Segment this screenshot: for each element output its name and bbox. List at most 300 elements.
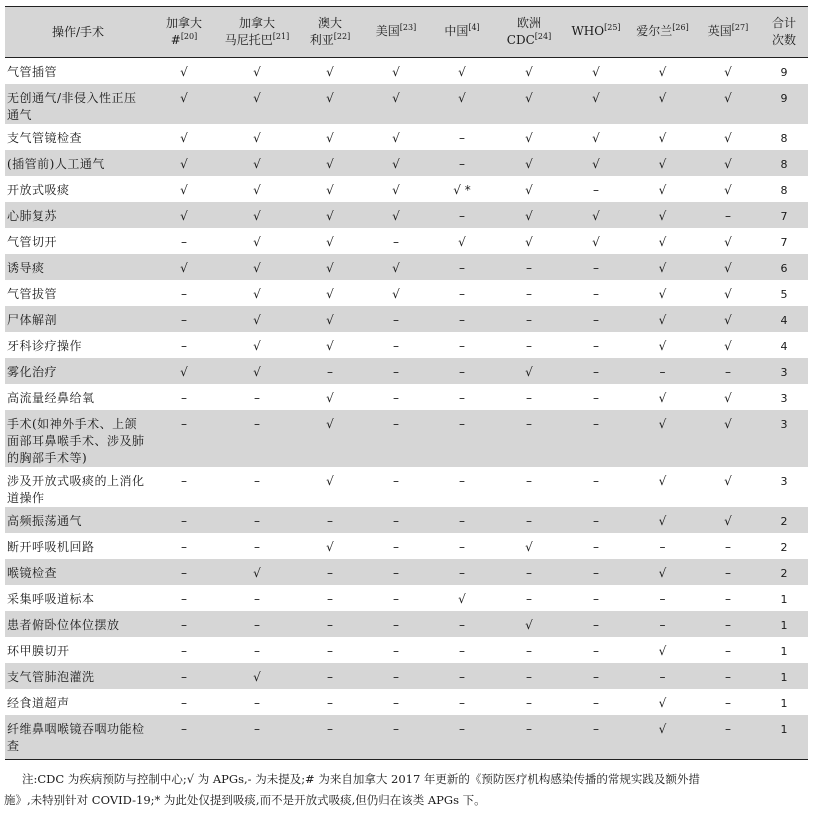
mark-cell: √ xyxy=(658,65,667,79)
table-row xyxy=(5,124,808,150)
mark-cell: √ xyxy=(658,474,667,488)
column-header-source xyxy=(563,7,629,58)
mark-cell: – xyxy=(725,566,731,580)
table-row xyxy=(5,533,808,559)
total-cell: 8 xyxy=(780,158,788,171)
operation-cell: 开放式吸痰 xyxy=(7,183,70,197)
operation-cell: 支气管镜检查 xyxy=(7,131,83,145)
mark-cell: – xyxy=(393,618,399,632)
mark-cell: √ xyxy=(392,91,400,105)
mark-cell: √ xyxy=(392,65,400,79)
mark-cell: – xyxy=(181,514,187,528)
mark-cell: √ xyxy=(253,65,261,79)
mark-cell: √ xyxy=(724,65,732,79)
mark-cell: – xyxy=(526,670,532,684)
mark-cell: – xyxy=(526,474,532,488)
mark-cell: – xyxy=(393,235,399,249)
header-label: WHO xyxy=(571,24,605,38)
mark-cell: √ xyxy=(658,131,667,145)
mark-cell: √ xyxy=(525,183,533,197)
mark-cell: – xyxy=(181,417,187,431)
total-cell: 2 xyxy=(780,567,788,580)
mark-cell: √ xyxy=(658,644,667,658)
mark-cell: – xyxy=(459,670,465,684)
mark-cell: √ xyxy=(253,365,261,379)
table-row xyxy=(5,384,808,410)
operation-cell: 气管切开 xyxy=(7,235,58,249)
aerosol-procedures-table xyxy=(5,6,808,760)
table-row xyxy=(5,254,808,280)
mark-cell: – xyxy=(151,715,217,760)
mark-cell: – xyxy=(593,261,599,275)
table-row xyxy=(5,332,808,358)
header-reference: [22] xyxy=(333,31,351,41)
mark-cell: – xyxy=(459,157,465,171)
mark-cell: √ xyxy=(724,261,732,275)
mark-cell: √ xyxy=(658,696,667,710)
mark-cell: – xyxy=(254,474,260,488)
table-header-row xyxy=(5,7,808,58)
mark-cell: √ xyxy=(326,313,334,327)
mark-cell: – xyxy=(327,696,333,710)
mark-cell: √ xyxy=(724,287,732,301)
total-cell: 3 xyxy=(780,418,788,431)
mark-cell: √ xyxy=(392,131,400,145)
mark-cell: – xyxy=(526,313,532,327)
operation-cell: 气管插管 xyxy=(7,65,58,79)
mark-cell: – xyxy=(181,644,187,658)
mark-cell: – xyxy=(593,514,599,528)
column-header-source xyxy=(363,7,429,58)
mark-cell: – xyxy=(526,417,532,431)
mark-cell: – xyxy=(459,696,465,710)
header-label: 英国 xyxy=(707,24,732,38)
mark-cell: – xyxy=(181,391,187,405)
mark-cell: – xyxy=(696,715,760,760)
mark-cell: √ xyxy=(180,209,188,223)
mark-cell: – xyxy=(725,209,731,223)
header-label-line2: # xyxy=(170,32,181,47)
operation-cell: 心肺复苏 xyxy=(7,209,58,223)
operation-cell: (插管前)人工通气 xyxy=(7,157,105,171)
mark-cell: √ xyxy=(326,209,334,223)
mark-cell: √ xyxy=(658,514,667,528)
mark-cell: √ xyxy=(724,157,732,171)
mark-cell: – xyxy=(254,391,260,405)
mark-cell: √ xyxy=(525,540,533,554)
mark-cell: √ xyxy=(326,287,334,301)
mark-cell: – xyxy=(526,261,532,275)
total-cell: 2 xyxy=(780,541,788,554)
mark-cell: – xyxy=(393,339,399,353)
mark-cell: √ xyxy=(458,235,466,249)
total-cell: 8 xyxy=(780,184,788,197)
mark-cell: – xyxy=(393,566,399,580)
mark-cell: √ xyxy=(326,91,334,105)
column-header-source xyxy=(297,7,363,58)
mark-cell: – xyxy=(217,715,297,760)
header-label: 加拿大 xyxy=(165,15,202,30)
mark-cell: – xyxy=(254,644,260,658)
total-cell: 7 xyxy=(780,210,788,223)
header-reference: [27] xyxy=(731,23,749,32)
mark-cell: – xyxy=(459,365,465,379)
mark-cell: – xyxy=(459,644,465,658)
mark-cell: √ xyxy=(180,157,188,171)
table-row xyxy=(5,507,808,533)
mark-cell: √ xyxy=(326,261,334,275)
mark-cell: – xyxy=(459,540,465,554)
mark-cell: √ xyxy=(326,339,334,353)
mark-cell: √ xyxy=(658,287,667,301)
table-row xyxy=(5,611,808,637)
mark-cell: – xyxy=(659,365,666,379)
mark-cell: – xyxy=(181,474,187,488)
mark-cell: – xyxy=(254,514,260,528)
mark-cell: – xyxy=(593,566,599,580)
mark-cell: √ xyxy=(458,91,466,105)
mark-cell: – xyxy=(181,696,187,710)
column-header-operation xyxy=(5,7,151,58)
mark-cell: √ xyxy=(180,91,188,105)
table-row xyxy=(5,176,808,202)
mark-cell: √ xyxy=(724,235,732,249)
mark-cell: – xyxy=(526,339,532,353)
total-cell: 5 xyxy=(780,288,788,301)
table-row xyxy=(5,410,808,467)
total-cell: 3 xyxy=(780,475,788,488)
total-cell: 9 xyxy=(780,66,788,79)
operation-cell: 高流量经鼻给氧 xyxy=(7,391,95,405)
header-label: 欧洲 xyxy=(516,15,541,30)
header-reference: [21] xyxy=(272,31,290,41)
mark-cell: √ xyxy=(253,131,261,145)
mark-cell: – xyxy=(659,618,666,632)
total-cell: 1 xyxy=(780,697,788,710)
mark-cell: – xyxy=(254,696,260,710)
mark-cell: – xyxy=(327,566,333,580)
mark-cell: √ xyxy=(658,391,667,405)
operation-cell: 纤维鼻咽喉镜吞咽功能检查 xyxy=(5,715,151,760)
mark-cell: √ xyxy=(592,91,600,105)
header-label-line2: CDC xyxy=(506,32,535,47)
mark-cell: √ * xyxy=(453,183,471,197)
mark-cell: √ xyxy=(253,670,261,684)
header-label: 爱尔兰 xyxy=(636,24,673,38)
mark-cell: – xyxy=(393,313,399,327)
mark-cell: √ xyxy=(326,65,334,79)
mark-cell: – xyxy=(459,474,465,488)
mark-cell: √ xyxy=(724,91,732,105)
mark-cell: – xyxy=(459,339,465,353)
header-reference: [20] xyxy=(180,31,198,41)
operation-cell: 喉镜检查 xyxy=(7,566,58,580)
table-row xyxy=(5,228,808,254)
total-cell: 1 xyxy=(780,645,788,658)
table-row xyxy=(5,637,808,663)
total-cell: 4 xyxy=(780,314,788,327)
mark-cell: – xyxy=(181,313,187,327)
header-reference: [25] xyxy=(604,23,621,32)
mark-cell: √ xyxy=(724,417,732,431)
mark-cell: √ xyxy=(658,157,667,171)
operation-cell: 支气管肺泡灌洗 xyxy=(7,670,95,684)
header-label: 澳大 xyxy=(317,15,342,30)
operation-cell: 无创通气/非侵入性正压通气 xyxy=(7,91,137,122)
mark-cell: √ xyxy=(180,131,188,145)
mark-cell: – xyxy=(563,715,629,760)
header-label: 加拿大 xyxy=(238,15,275,30)
mark-cell: – xyxy=(593,540,599,554)
mark-cell: – xyxy=(254,417,260,431)
mark-cell: – xyxy=(181,566,187,580)
mark-cell: – xyxy=(659,540,666,554)
mark-cell: – xyxy=(593,391,599,405)
mark-cell: – xyxy=(363,715,429,760)
mark-cell: – xyxy=(459,566,465,580)
mark-cell: – xyxy=(593,313,599,327)
mark-cell: √ xyxy=(724,183,732,197)
mark-cell: √ xyxy=(525,91,533,105)
mark-cell: √ xyxy=(658,417,667,431)
mark-cell: – xyxy=(526,696,532,710)
mark-cell: – xyxy=(593,592,599,606)
header-reference: [23] xyxy=(399,23,417,32)
mark-cell: – xyxy=(459,131,465,145)
mark-cell: – xyxy=(393,644,399,658)
total-cell: 9 xyxy=(780,92,788,105)
mark-cell: – xyxy=(327,670,333,684)
mark-cell: √ xyxy=(525,65,533,79)
mark-cell: √ xyxy=(525,365,533,379)
mark-cell: √ xyxy=(658,313,667,327)
mark-cell: √ xyxy=(392,157,400,171)
mark-cell: √ xyxy=(592,157,600,171)
mark-cell: – xyxy=(593,644,599,658)
mark-cell: – xyxy=(181,339,187,353)
operation-cell: 雾化治疗 xyxy=(7,365,58,379)
mark-cell: – xyxy=(181,287,187,301)
mark-cell: √ xyxy=(253,313,261,327)
mark-cell: √ xyxy=(180,183,188,197)
mark-cell: – xyxy=(393,474,399,488)
mark-cell: – xyxy=(181,592,187,606)
total-cell: 8 xyxy=(780,132,788,145)
mark-cell: – xyxy=(593,287,599,301)
mark-cell: √ xyxy=(326,131,334,145)
mark-cell: √ xyxy=(458,65,466,79)
mark-cell: √ xyxy=(326,235,334,249)
mark-cell: – xyxy=(725,365,731,379)
mark-cell: √ xyxy=(658,209,667,223)
mark-cell: – xyxy=(181,618,187,632)
mark-cell: √ xyxy=(592,65,600,79)
mark-cell: – xyxy=(526,287,532,301)
mark-cell: – xyxy=(593,339,599,353)
header-label: 中国 xyxy=(444,24,469,38)
mark-cell: √ xyxy=(724,391,732,405)
mark-cell: – xyxy=(254,618,260,632)
mark-cell: – xyxy=(526,644,532,658)
column-header-source xyxy=(429,7,495,58)
mark-cell: √ xyxy=(253,183,261,197)
mark-cell: √ xyxy=(629,715,696,760)
operation-cell: 采集呼吸道标本 xyxy=(7,592,95,606)
operation-cell: 诱导痰 xyxy=(7,261,45,275)
mark-cell: – xyxy=(593,365,599,379)
mark-cell: √ xyxy=(392,287,400,301)
mark-cell: √ xyxy=(253,157,261,171)
mark-cell: √ xyxy=(658,261,667,275)
mark-cell: – xyxy=(725,670,731,684)
mark-cell: √ xyxy=(326,540,334,554)
footnote-line-2: 施》,未特别针对 COVID-19;* 为此处仅提到吸痰,而不是开放式吸痰,但仍归在该类 APGs 下。 xyxy=(4,793,486,807)
mark-cell: – xyxy=(393,514,399,528)
header-label-line2: 利亚 xyxy=(309,32,334,47)
table-row xyxy=(5,559,808,585)
table-row xyxy=(5,689,808,715)
mark-cell: – xyxy=(725,618,731,632)
operation-cell: 经食道超声 xyxy=(7,696,70,710)
mark-cell: √ xyxy=(724,131,732,145)
table-row xyxy=(5,202,808,228)
mark-cell: – xyxy=(459,313,465,327)
mark-cell: √ xyxy=(180,365,188,379)
mark-cell: – xyxy=(393,391,399,405)
mark-cell: √ xyxy=(724,313,732,327)
total-cell: 2 xyxy=(780,515,788,528)
mark-cell: – xyxy=(459,514,465,528)
mark-cell: – xyxy=(725,644,731,658)
mark-cell: – xyxy=(495,715,563,760)
mark-cell: √ xyxy=(326,183,334,197)
mark-cell: √ xyxy=(326,417,334,431)
mark-cell: √ xyxy=(253,287,261,301)
mark-cell: √ xyxy=(658,235,667,249)
mark-cell: – xyxy=(327,365,333,379)
mark-cell: √ xyxy=(592,131,600,145)
mark-cell: – xyxy=(327,514,333,528)
mark-cell: – xyxy=(181,540,187,554)
table-row xyxy=(5,150,808,176)
mark-cell: – xyxy=(725,540,731,554)
mark-cell: √ xyxy=(525,209,533,223)
mark-cell: √ xyxy=(658,566,667,580)
operation-cell: 高频振荡通气 xyxy=(7,514,83,528)
mark-cell: √ xyxy=(326,391,334,405)
operation-cell: 气管拔管 xyxy=(7,287,58,301)
total-cell: 1 xyxy=(760,715,808,760)
table-row xyxy=(5,84,808,124)
mark-cell: √ xyxy=(253,261,261,275)
table-row xyxy=(5,280,808,306)
mark-cell: √ xyxy=(392,209,400,223)
table-row xyxy=(5,58,808,85)
mark-cell: – xyxy=(181,235,187,249)
mark-cell: √ xyxy=(180,65,188,79)
mark-cell: √ xyxy=(253,339,261,353)
column-header-source xyxy=(217,7,297,58)
table-row xyxy=(5,358,808,384)
total-cell: 1 xyxy=(780,593,788,606)
mark-cell: – xyxy=(593,183,599,197)
mark-cell: – xyxy=(459,287,465,301)
mark-cell: – xyxy=(725,696,731,710)
total-cell: 4 xyxy=(780,340,788,353)
mark-cell: √ xyxy=(724,339,732,353)
header-label: 操作/手术 xyxy=(51,24,105,39)
mark-cell: – xyxy=(327,644,333,658)
mark-cell: √ xyxy=(525,618,533,632)
mark-cell: – xyxy=(659,592,666,606)
operation-cell: 断开呼吸机回路 xyxy=(7,540,95,554)
total-cell: 7 xyxy=(780,236,788,249)
mark-cell: – xyxy=(459,391,465,405)
total-cell: 3 xyxy=(780,392,788,405)
mark-cell: – xyxy=(593,696,599,710)
total-cell: 3 xyxy=(780,366,788,379)
mark-cell: – xyxy=(393,696,399,710)
mark-cell: – xyxy=(593,670,599,684)
mark-cell: √ xyxy=(253,235,261,249)
mark-cell: √ xyxy=(392,183,400,197)
footnote-line-1: 注:CDC 为疾病预防与控制中心;√ 为 APGs,- 为未提及;# 为来自加拿大 2017 年更新的《预防医疗机构感染传播的常规实践及额外措 xyxy=(22,772,700,786)
mark-cell: √ xyxy=(392,261,400,275)
mark-cell: √ xyxy=(525,131,533,145)
mark-cell: – xyxy=(526,566,532,580)
operation-cell: 牙科诊疗操作 xyxy=(7,339,83,353)
mark-cell: – xyxy=(459,209,465,223)
header-label: 美国 xyxy=(375,24,400,38)
column-header-source xyxy=(696,7,760,58)
operation-cell: 环甲膜切开 xyxy=(7,644,70,658)
operation-cell: 患者俯卧位体位摆放 xyxy=(7,618,120,632)
mark-cell: √ xyxy=(253,209,261,223)
table-row xyxy=(5,467,808,507)
mark-cell: – xyxy=(725,592,731,606)
mark-cell: – xyxy=(393,592,399,606)
mark-cell: – xyxy=(327,592,333,606)
mark-cell: √ xyxy=(326,157,334,171)
mark-cell: – xyxy=(393,417,399,431)
mark-cell: √ xyxy=(592,235,600,249)
table-row xyxy=(5,306,808,332)
mark-cell: √ xyxy=(180,261,188,275)
mark-cell: √ xyxy=(525,157,533,171)
mark-cell: – xyxy=(393,365,399,379)
header-reference: [26] xyxy=(672,23,689,32)
procedures-table-container xyxy=(5,6,808,760)
mark-cell: – xyxy=(393,670,399,684)
mark-cell: √ xyxy=(525,235,533,249)
mark-cell: – xyxy=(327,618,333,632)
mark-cell: – xyxy=(429,715,495,760)
mark-cell: – xyxy=(181,670,187,684)
mark-cell: √ xyxy=(458,592,466,606)
mark-cell: √ xyxy=(658,91,667,105)
mark-cell: – xyxy=(254,540,260,554)
operation-cell: 手术(如神外手术、上颌面部耳鼻喉手术、涉及肺的胸部手术等) xyxy=(7,417,145,465)
mark-cell: – xyxy=(459,618,465,632)
header-label: 合计 xyxy=(771,16,796,30)
mark-cell: – xyxy=(593,474,599,488)
mark-cell: – xyxy=(593,618,599,632)
mark-cell: √ xyxy=(253,91,261,105)
header-reference: [4] xyxy=(468,23,480,32)
total-cell: 1 xyxy=(780,619,788,632)
mark-cell: √ xyxy=(253,566,261,580)
table-row xyxy=(5,663,808,689)
